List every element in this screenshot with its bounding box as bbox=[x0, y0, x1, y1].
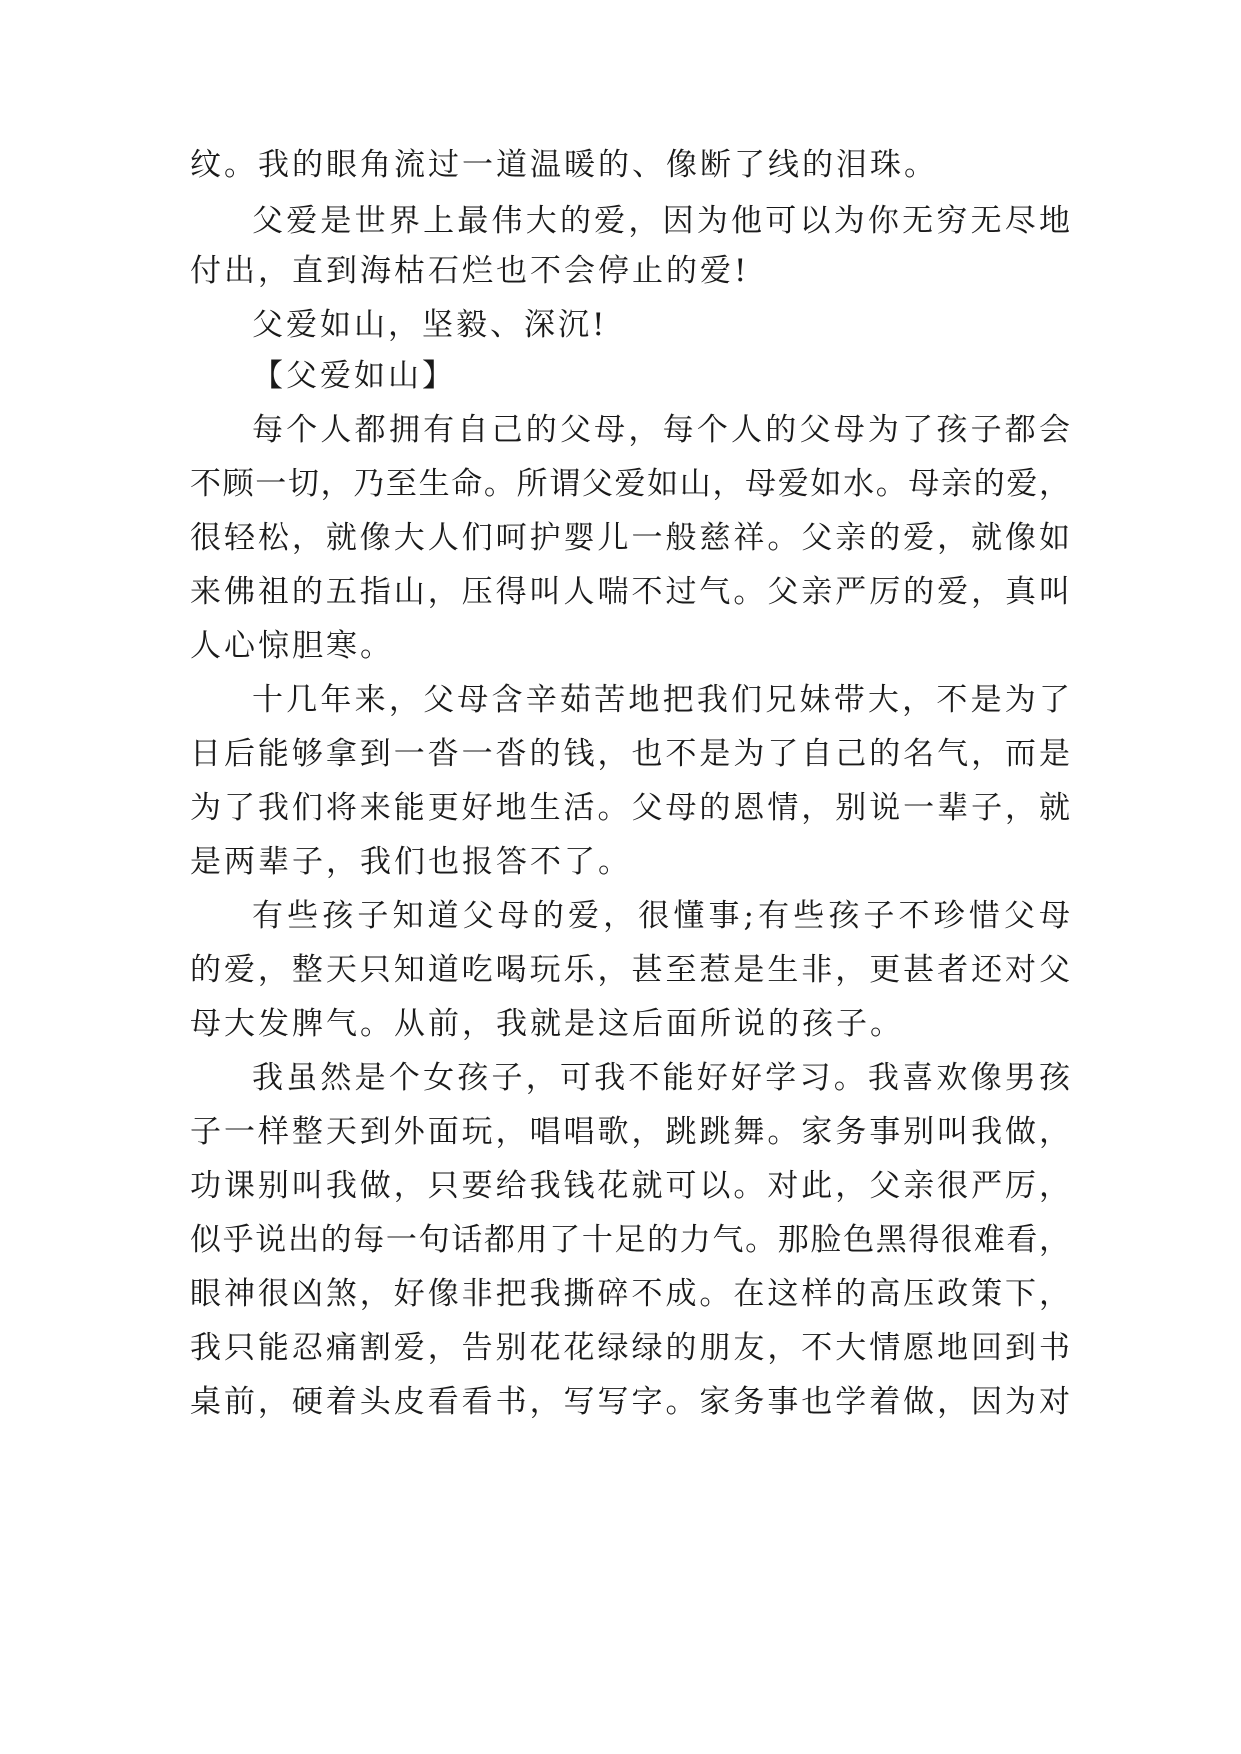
text-line: 付出，直到海枯石烂也不会停止的爱! bbox=[190, 253, 750, 289]
text-line: 我虽然是个女孩子，可我不能好好学习。我喜欢像男孩 bbox=[252, 1060, 1070, 1096]
text-line: 人心惊胆寒。 bbox=[190, 628, 394, 664]
text-line: 功课别叫我做，只要给我钱花就可以。对此，父亲很严厉， bbox=[190, 1168, 1070, 1204]
text-line: 不顾一切，乃至生命。所谓父爱如山，母爱如水。母亲的爱， bbox=[190, 466, 1070, 502]
text-line: 日后能够拿到一沓一沓的钱，也不是为了自己的名气，而是 bbox=[190, 736, 1070, 772]
text-line: 来佛祖的五指山，压得叫人喘不过气。父亲严厉的爱，真叫 bbox=[190, 574, 1070, 610]
text-line: 母大发脾气。从前，我就是这后面所说的孩子。 bbox=[190, 1006, 904, 1042]
text-line: 父爱是世界上最伟大的爱，因为他可以为你无穷无尽地 bbox=[252, 203, 1070, 239]
text-line: 每个人都拥有自己的父母，每个人的父母为了孩子都会 bbox=[252, 412, 1070, 448]
text-line: 我只能忍痛割爱，告别花花绿绿的朋友，不大情愿地回到书 bbox=[190, 1330, 1070, 1366]
text-line: 桌前，硬着头皮看看书，写写字。家务事也学着做，因为对 bbox=[190, 1384, 1070, 1420]
section-heading: 【父爱如山】 bbox=[252, 358, 456, 394]
text-line: 眼神很凶煞，好像非把我撕碎不成。在这样的高压政策下， bbox=[190, 1276, 1070, 1312]
text-line: 似乎说出的每一句话都用了十足的力气。那脸色黑得很难看， bbox=[190, 1222, 1070, 1258]
text-line: 是两辈子，我们也报答不了。 bbox=[190, 844, 632, 880]
text-line: 父爱如山，坚毅、深沉! bbox=[252, 307, 608, 343]
text-line: 十几年来，父母含辛茹苦地把我们兄妹带大，不是为了 bbox=[252, 682, 1070, 718]
text-line: 为了我们将来能更好地生活。父母的恩情，别说一辈子，就 bbox=[190, 790, 1070, 826]
text-line: 的爱，整天只知道吃喝玩乐，甚至惹是生非，更甚者还对父 bbox=[190, 952, 1070, 988]
text-line: 有些孩子知道父母的爱，很懂事;有些孩子不珍惜父母 bbox=[252, 898, 1070, 934]
text-line: 子一样整天到外面玩，唱唱歌，跳跳舞。家务事别叫我做， bbox=[190, 1114, 1070, 1150]
text-line: 很轻松，就像大人们呵护婴儿一般慈祥。父亲的爱，就像如 bbox=[190, 520, 1070, 556]
text-line: 纹。我的眼角流过一道温暖的、像断了线的泪珠。 bbox=[190, 147, 938, 183]
